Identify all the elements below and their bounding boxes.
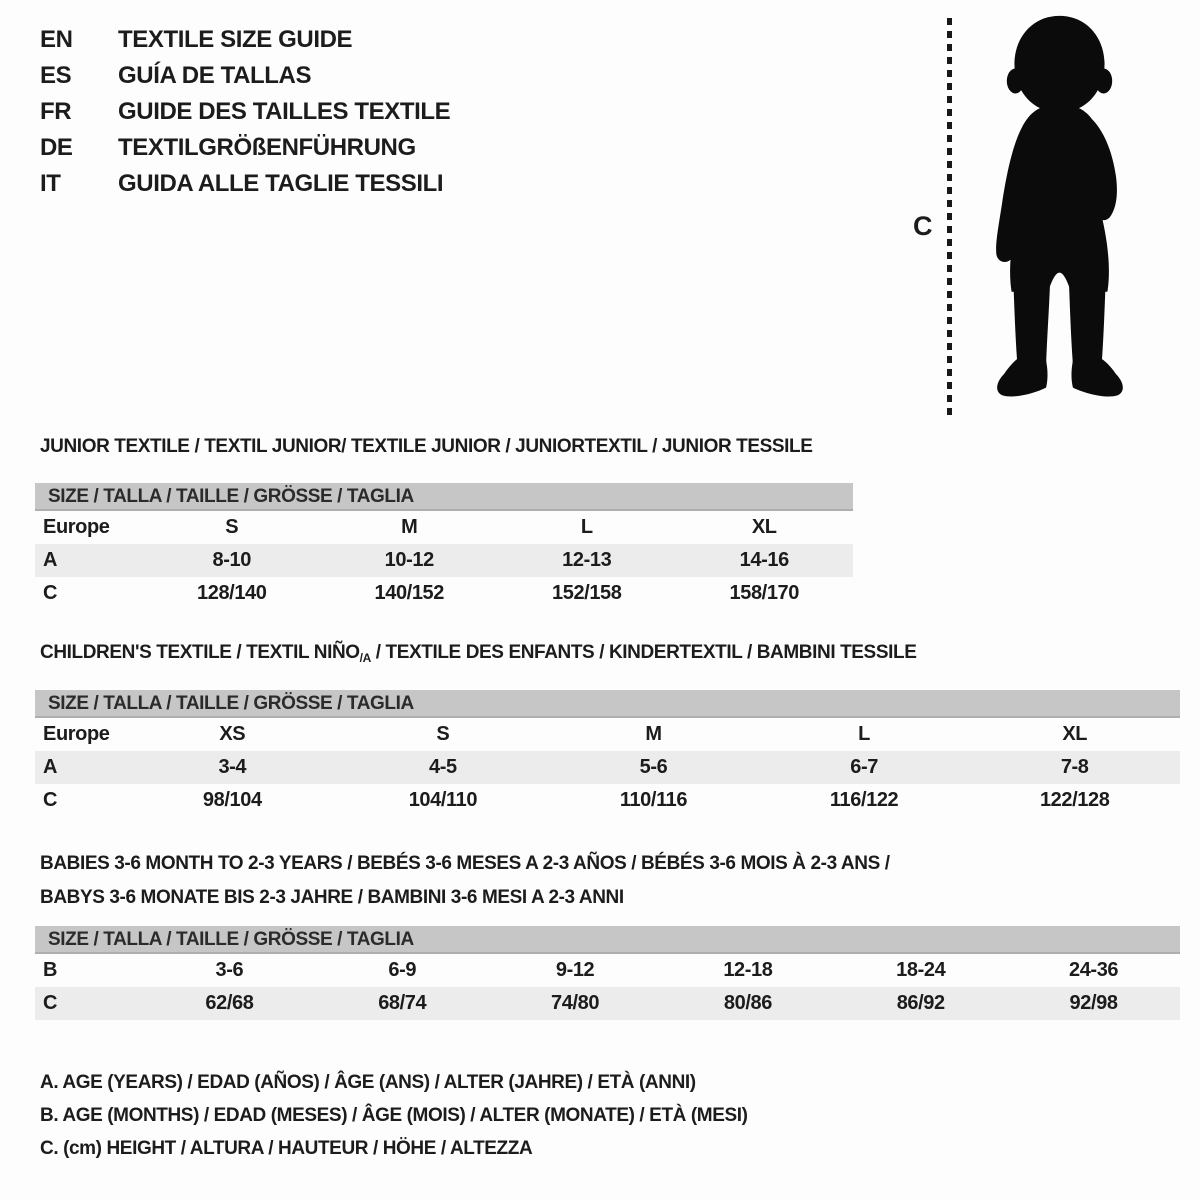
children-section-title	[40, 642, 916, 665]
legend-note-c: C. (cm) HEIGHT / ALTURA / HAUTEUR / HÖHE / ALTEZZA	[40, 1138, 533, 1159]
cell: 12-13	[562, 549, 612, 571]
legend-note-b: B. AGE (MONTHS) / EDAD (MESES) / ÂGE (MOIS) / ALTER (MONATE) / ETÀ (MESI)	[40, 1105, 748, 1126]
babies-title-line2: BABYS 3-6 MONATE BIS 2-3 JAHRE / BAMBINI 3-6 MESI A 2-3 ANNI	[40, 887, 624, 908]
cell: 110/116	[619, 789, 688, 811]
table-row	[35, 718, 1180, 751]
cell: S	[225, 516, 239, 538]
lang-code: DE	[40, 134, 73, 161]
legend-notes	[40, 1066, 748, 1165]
cell: 10-12	[384, 549, 434, 571]
cell: 122/128	[1039, 789, 1110, 811]
cell: 12-18	[723, 959, 773, 981]
cell: 4-5	[429, 756, 457, 778]
cell: 98/104	[202, 789, 262, 811]
row-label: A	[43, 756, 58, 778]
junior-size-table-header: SIZE / TALLA / TAILLE / GRÖSSE / TAGLIA	[35, 483, 853, 511]
cell: L	[580, 516, 593, 538]
cell: 86/92	[896, 992, 945, 1014]
cell: 8-10	[212, 549, 251, 571]
row-label: A	[43, 549, 58, 571]
language-header	[40, 22, 450, 202]
cell: 9-12	[555, 959, 595, 981]
cell: 3-4	[218, 756, 247, 778]
table-row	[35, 751, 1180, 784]
cell: 7-8	[1060, 756, 1089, 778]
cell: 14-16	[739, 549, 789, 571]
lang-row-fr	[40, 94, 450, 130]
table-row	[35, 511, 853, 544]
lang-title: GUIDA ALLE TAGLIE TESSILI	[118, 170, 444, 197]
height-measure-dotted-line	[947, 18, 952, 420]
row-label: C	[43, 582, 58, 604]
cell: 152/158	[552, 582, 622, 604]
junior-section-title: JUNIOR TEXTILE / TEXTIL JUNIOR/ TEXTILE JUNIOR / JUNIORTEXTIL / JUNIOR TESSILE	[40, 436, 813, 457]
cell: 104/110	[408, 789, 478, 811]
row-label: Europe	[43, 723, 110, 745]
lang-row-en	[40, 22, 450, 58]
lang-title: TEXTILGRÖßENFÜHRUNG	[118, 134, 416, 161]
cell: S	[436, 723, 450, 745]
cell: 128/140	[197, 582, 267, 604]
table-row	[35, 544, 853, 577]
cell: 140/152	[374, 582, 444, 604]
table-row	[35, 784, 1180, 817]
babies-size-table-header: SIZE / TALLA / TAILLE / GRÖSSE / TAGLIA	[35, 926, 1180, 954]
table-row	[35, 577, 853, 610]
row-label: C	[43, 992, 58, 1014]
lang-code: ES	[40, 62, 72, 89]
cell: 5-6	[639, 756, 668, 778]
legend-note-a: A. AGE (YEARS) / EDAD (AÑOS) / ÂGE (ANS) / ALTER (JAHRE) / ETÀ (ANNI)	[40, 1072, 696, 1093]
cell: 158/170	[729, 582, 799, 604]
cell: XL	[751, 516, 777, 538]
row-label: C	[43, 789, 58, 811]
toddler-silhouette-icon	[957, 12, 1162, 424]
cell: 6-9	[388, 959, 417, 981]
cell: 62/68	[205, 992, 254, 1014]
babies-size-table	[35, 926, 1180, 1020]
lang-code: EN	[40, 26, 73, 53]
lang-row-it	[40, 166, 450, 202]
table-row	[35, 987, 1180, 1020]
cell: XL	[1062, 723, 1088, 745]
cell: M	[645, 723, 662, 745]
children-size-table-header: SIZE / TALLA / TAILLE / GRÖSSE / TAGLIA	[35, 690, 1180, 718]
cell: 74/80	[551, 992, 600, 1014]
children-title-subscript: /A	[359, 651, 371, 665]
height-figure	[905, 10, 1195, 430]
cell: 92/98	[1069, 992, 1118, 1014]
children-title-suffix: / TEXTILE DES ENFANTS / KINDERTEXTIL / BAMBINI TESSILE	[370, 642, 917, 663]
lang-title: TEXTILE SIZE GUIDE	[118, 26, 353, 53]
cell: 6-7	[850, 756, 878, 778]
row-label: Europe	[43, 516, 110, 538]
lang-row-de	[40, 130, 450, 166]
lang-code: IT	[40, 170, 61, 197]
row-label: B	[43, 959, 58, 981]
cell: 116/122	[829, 789, 899, 811]
cell: M	[401, 516, 418, 538]
lang-code: FR	[40, 98, 72, 125]
cell: 3-6	[215, 959, 244, 981]
lang-title: GUÍA DE TALLAS	[118, 62, 312, 89]
junior-size-table	[35, 483, 853, 610]
babies-section-title	[40, 847, 890, 915]
cell: 24-36	[1068, 959, 1119, 981]
lang-row-es	[40, 58, 450, 94]
cell: 68/74	[378, 992, 427, 1014]
children-size-table	[35, 690, 1180, 817]
table-row	[35, 954, 1180, 987]
height-measure-label: C	[913, 211, 933, 241]
cell: XS	[219, 723, 246, 745]
cell: 80/86	[723, 992, 772, 1014]
lang-title: GUIDE DES TAILLES TEXTILE	[118, 98, 451, 125]
children-title-prefix: CHILDREN'S TEXTILE / TEXTIL NIÑO	[40, 642, 360, 663]
babies-title-line1: BABIES 3-6 MONTH TO 2-3 YEARS / BEBÉS 3-6 MESES A 2-3 AÑOS / BÉBÉS 3-6 MOIS À 2-3 ANS /	[40, 853, 890, 874]
cell: 18-24	[896, 959, 946, 981]
cell: L	[858, 723, 870, 745]
